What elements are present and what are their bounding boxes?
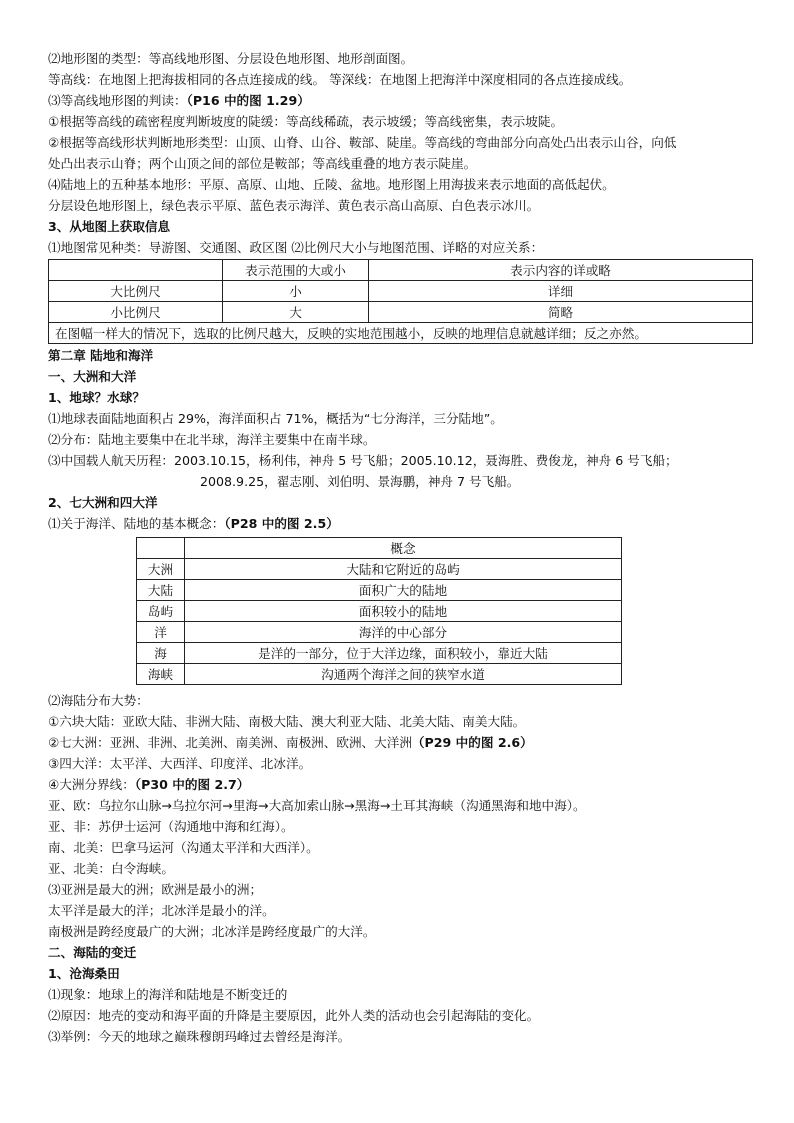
table-cell	[137, 538, 185, 559]
table-row	[137, 601, 622, 622]
text-line: ⑶中国载人航天历程：2003.10.15，杨利伟，神舟 5 号飞船；2005.10.12，聂海胜、费俊龙，神舟 6 号飞船；	[48, 453, 678, 468]
table-cell: 面积广大的陆地	[185, 580, 622, 601]
text-line: 南极洲是跨经度最广的大洲；北冰洋是跨经度最广的大洋。	[48, 924, 376, 939]
table-header-row	[137, 538, 622, 559]
table-cell: 是洋的一部分，位于大洋边缘，面积较小，靠近大陆	[185, 643, 622, 664]
table-cell: 大比例尺	[49, 281, 223, 302]
table-row	[137, 664, 622, 685]
table-row	[49, 323, 753, 344]
text-line: ⑴地图常见种类：导游图、交通图、政区图 ⑵比例尺大小与地图范围、详略的对应关系：	[48, 240, 544, 255]
table-cell: 详细	[369, 281, 753, 302]
text-line: ⑶举例：今天的地球之巅珠穆朗玛峰过去曾经是海洋。	[48, 1029, 351, 1044]
text-line: 太平洋是最大的洋；北冰洋是最小的洋。	[48, 903, 275, 918]
table-cell: 小比例尺	[49, 302, 223, 323]
text-line: 分层设色地形图上，绿色表示平原、蓝色表示海洋、黄色表示高山高原、白色表示冰川。	[48, 198, 540, 213]
table-cell: 大陆和它附近的岛屿	[185, 559, 622, 580]
table-cell: 表示内容的详或略	[369, 260, 753, 281]
table-header-row	[49, 260, 753, 281]
text-line: ③四大洋：太平洋、大西洋、印度洋、北冰洋。	[48, 756, 312, 771]
text-line: ⑵海陆分布大势：	[48, 693, 149, 708]
table-cell: 沟通两个海洋之间的狭窄水道	[185, 664, 622, 685]
table-row	[137, 622, 622, 643]
text-line: ①根据等高线的疏密程度判断坡度的陡缓：等高线稀疏，表示坡缓；等高线密集，表示坡陡。	[48, 114, 564, 129]
text-line: ⑶等高线地形图的判读：（P16 中的图 1.29）	[48, 93, 310, 108]
figure-reference: （P29 中的图 2.6）	[411, 735, 533, 750]
chapter-title: 第二章 陆地和海洋	[48, 348, 154, 363]
table-cell: 海	[137, 643, 185, 664]
document-page	[48, 48, 760, 1047]
text-line: ②根据等高线形状判断地形类型：山顶、山脊、山谷、鞍部、陡崖。等高线的弯曲部分向高处凸出表示山谷，向低	[48, 135, 677, 150]
table-note: 在图幅一样大的情况下，选取的比例尺越大，反映的实地范围越小，反映的地理信息就越详细；反之亦然。	[49, 323, 753, 344]
figure-reference: （P30 中的图 2.7）	[134, 777, 250, 792]
text-line: ①六块大陆：亚欧大陆、非洲大陆、南极大陆、澳大利亚大陆、北美大陆、南美大陆。	[48, 714, 526, 729]
table-cell: 岛屿	[137, 601, 185, 622]
text-line: ④大洲分界线：（P30 中的图 2.7）	[48, 777, 250, 792]
table-cell: 概念	[185, 538, 622, 559]
table-row	[137, 559, 622, 580]
scale-table	[48, 259, 753, 344]
figure-reference: （P16 中的图 1.29）	[186, 93, 310, 108]
subsection-heading: 1、沧海桑田	[48, 966, 120, 981]
section-heading: 二、海陆的变迁	[48, 945, 137, 960]
section-heading: 3、从地图上获取信息	[48, 219, 171, 234]
section-heading: 一、大洲和大洋	[48, 369, 137, 384]
concept-table	[136, 537, 622, 685]
text-line: 南、北美：巴拿马运河（沟通太平洋和大西洋）。	[48, 840, 319, 855]
table-cell: 海峡	[137, 664, 185, 685]
text-line: 2008.9.25，翟志刚、刘伯明、景海鹏，神舟 7 号飞船。	[200, 474, 520, 489]
text-line: ⑵分布：陆地主要集中在北半球，海洋主要集中在南半球。	[48, 432, 376, 447]
table-cell: 表示范围的大或小	[223, 260, 369, 281]
text-line: 亚、北美：白令海峡。	[48, 861, 174, 876]
table-cell	[49, 260, 223, 281]
table-row	[137, 580, 622, 601]
table-row	[49, 302, 753, 323]
table-cell: 简略	[369, 302, 753, 323]
subsection-heading: 1、地球？水球？	[48, 390, 145, 405]
table-cell: 小	[223, 281, 369, 302]
text-line: ⑵原因：地壳的变动和海平面的升降是主要原因，此外人类的活动也会引起海陆的变化。	[48, 1008, 540, 1023]
table-cell: 大	[223, 302, 369, 323]
text-line: 亚、非：苏伊士运河（沟通地中海和红海）。	[48, 819, 294, 834]
table-row	[49, 281, 753, 302]
table-cell: 大洲	[137, 559, 185, 580]
subsection-heading: 2、七大洲和四大洋	[48, 495, 158, 510]
text-line: ⑴关于海洋、陆地的基本概念：（P28 中的图 2.5）	[48, 516, 339, 531]
table-cell: 海洋的中心部分	[185, 622, 622, 643]
figure-reference: （P28 中的图 2.5）	[224, 516, 339, 531]
text-line: ⑴现象：地球上的海洋和陆地是不断变迁的	[48, 987, 288, 1002]
text-line: ⑶亚洲是最大的洲；欧洲是最小的洲；	[48, 882, 263, 897]
text-line: ⑷陆地上的五种基本地形：平原、高原、山地、丘陵、盆地。地形图上用海拔来表示地面的高低起伏。	[48, 177, 615, 192]
text-line: ⑵地形图的类型：等高线地形图、分层设色地形图、地形剖面图。	[48, 51, 414, 66]
table-cell: 洋	[137, 622, 185, 643]
text-line: 等高线：在地图上把海拔相同的各点连接成的线。 等深线：在地图上把海洋中深度相同的各点连接成线。	[48, 72, 632, 87]
table-cell: 面积较小的陆地	[185, 601, 622, 622]
text-line: 亚、欧：乌拉尔山脉→乌拉尔河→里海→大高加索山脉→黑海→土耳其海峡（沟通黑海和地中海）。	[48, 798, 586, 813]
text-line: ②七大洲：亚洲、非洲、北美洲、南美洲、南极洲、欧洲、大洋洲（P29 中的图 2.6）	[48, 735, 533, 750]
table-cell: 大陆	[137, 580, 185, 601]
text-line: 处凸出表示山脊；两个山顶之间的部位是鞍部；等高线重叠的地方表示陡崖。	[48, 156, 477, 171]
text-line: ⑴地球表面陆地面积占 29%，海洋面积占 71%，概括为“七分海洋，三分陆地”。	[48, 411, 503, 426]
table-row	[137, 643, 622, 664]
